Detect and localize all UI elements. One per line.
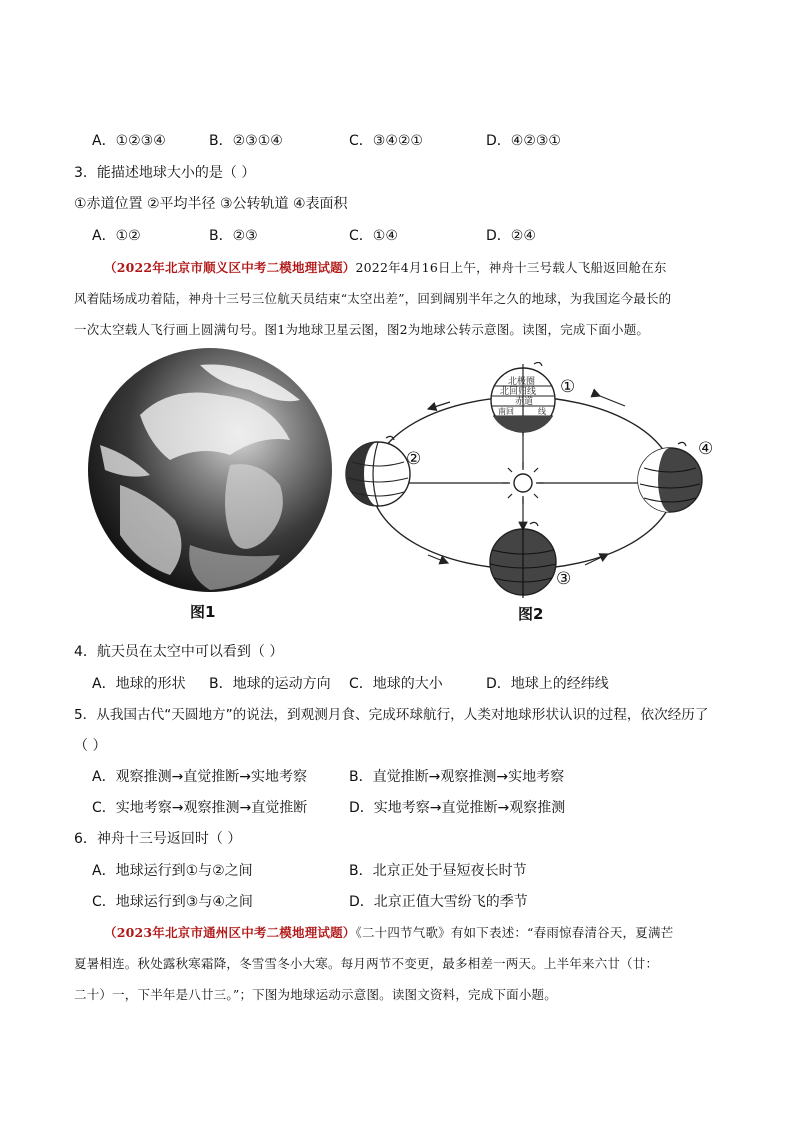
figure1-label: 图1 (190, 603, 216, 621)
figure2-revolution-diagram (340, 362, 720, 602)
q4-option-b[interactable]: B．地球的运动方向 (209, 676, 331, 692)
earth-position-2 (346, 436, 410, 506)
q6-stem: 6．神舟十三号返回时（ ） (74, 831, 242, 847)
passage1-source: （2022年北京市顺义区中考二模地理试题） (104, 260, 356, 275)
passage2-source: （2023年北京市通州区中考二模地理试题） (104, 925, 356, 940)
figure2-label: 图2 (518, 605, 544, 623)
q2-option-b[interactable]: B．②③①④ (209, 133, 283, 149)
q6-option-a[interactable]: A．地球运行到①与②之间 (92, 863, 253, 879)
q5-option-d[interactable]: D．实地考察→直觉推断→观察推测 (349, 800, 566, 816)
passage1-line1 (104, 259, 667, 277)
passage1-text1: 2022年4月16日上午，神舟十三号载人飞船返回舱在东 (355, 260, 667, 275)
orbit-label-3: ③ (556, 569, 572, 589)
q5-option-c[interactable]: C．实地考察→观察推测→直觉推断 (92, 800, 308, 816)
q6-option-c[interactable]: C．地球运行到③与④之间 (92, 894, 253, 910)
q4-option-d[interactable]: D．地球上的经纬线 (486, 676, 609, 692)
globe-text-tropic-capricorn: 南回 (498, 407, 514, 416)
globe-text-equator: 赤道 (515, 397, 534, 407)
orbit-label-1: ① (560, 377, 576, 397)
q4-option-c[interactable]: C．地球的大小 (349, 676, 443, 692)
q6-option-b[interactable]: B．北京正处于昼短夜长时节 (349, 863, 527, 879)
earth-position-3 (490, 522, 556, 598)
q2-option-c[interactable]: C．③④②① (349, 133, 423, 149)
q4-option-a[interactable]: A．地球的形状 (92, 676, 186, 692)
q3-option-c[interactable]: C．①④ (349, 228, 398, 244)
passage2-line1 (104, 924, 673, 942)
passage2-line2: 夏暑相连。秋处露秋寒霜降，冬雪雪冬小大寒。每月两节不变更，最多相差一两天。上半年来六廿（廿： (74, 956, 659, 971)
passage1-line2: 风着陆场成功着陆，神舟十三号三位航天员结束“太空出差”，回到阔别半年之久的地球，为我国迄今最长的 (74, 291, 672, 306)
q3-option-b[interactable]: B．②③ (209, 228, 258, 244)
q4-stem: 4．航天员在太空中可以看到（ ） (74, 644, 284, 660)
q3-option-d[interactable]: D．②④ (486, 228, 536, 244)
globe-text-line: 线 (538, 407, 546, 416)
q5-option-b[interactable]: B．直觉推断→观察推测→实地考察 (349, 769, 565, 785)
passage1-line3: 一次太空载人飞行画上圆满句号。图1为地球卫星云图，图2为地球公转示意图。读图，完成下面小题。 (74, 322, 650, 337)
q5-stem-paren: （ ） (74, 738, 107, 754)
orbit-label-2: ② (406, 449, 422, 469)
q6-option-d[interactable]: D．北京正值大雪纷飞的季节 (349, 894, 528, 910)
globe-text-tropic-cancer: 北回归线 (500, 387, 537, 397)
passage2-line3: 二十）一，下半年是八廿三。”；下图为地球运动示意图。读图文资料，完成下面小题。 (74, 987, 557, 1002)
earth-position-1 (491, 362, 555, 436)
q2-option-d[interactable]: D．④②③① (486, 133, 561, 149)
q5-option-a[interactable]: A．观察推测→直觉推断→实地考察 (92, 769, 308, 785)
earth-position-4 (638, 442, 702, 512)
q3-stem: 3．能描述地球大小的是（ ） (74, 165, 256, 181)
globe-text-arctic-circle: 北极圈 (508, 377, 536, 387)
q3-option-a[interactable]: A．①② (92, 228, 141, 244)
figure1-earth-satellite-image (80, 345, 342, 597)
q2-option-a[interactable]: A．①②③④ (92, 133, 166, 149)
passage2-text1: 《二十四节气歌》有如下表述：“春雨惊春清谷天，夏满芒 (355, 925, 674, 940)
q5-stem: 5．从我国古代“天圆地方”的说法，到观测月食、完成环球航行，人类对地球形状认识的过程，依次经历了 (74, 707, 709, 723)
q3-items: ①赤道位置 ②平均半径 ③公转轨道 ④表面积 (74, 196, 348, 212)
orbit-label-4: ④ (698, 439, 714, 459)
